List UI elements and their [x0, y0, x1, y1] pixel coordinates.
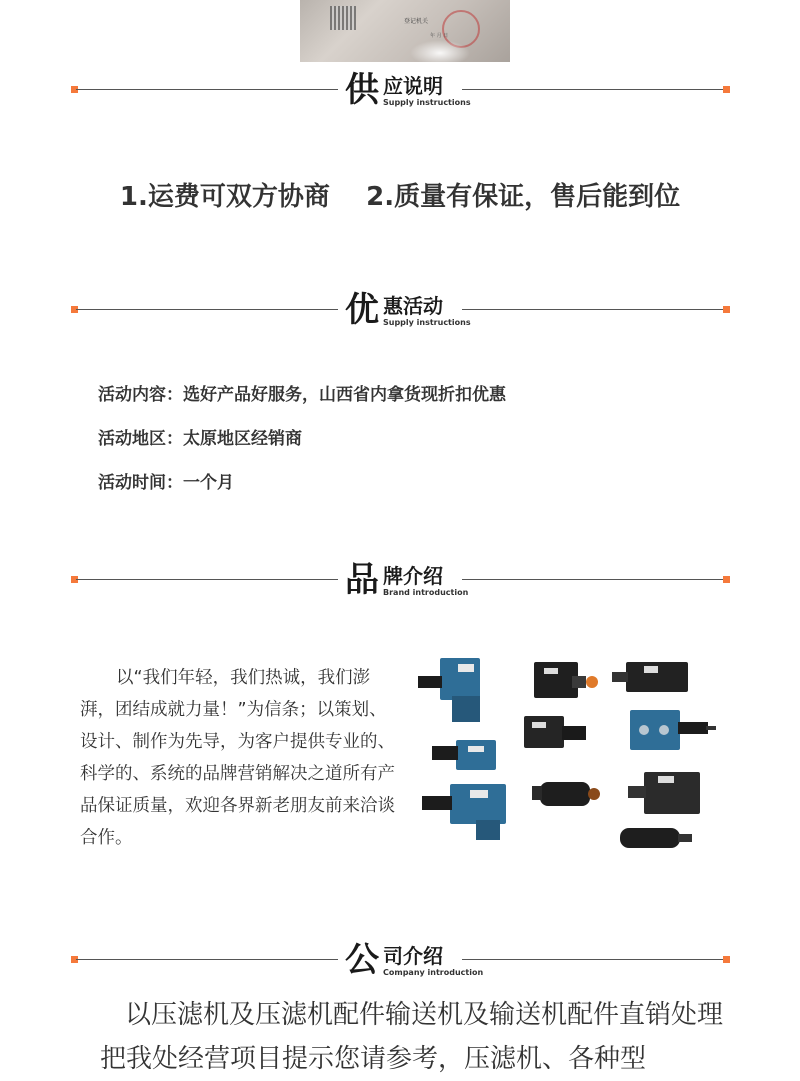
title-line-right [462, 579, 724, 580]
company-description: 以压滤机及压滤机配件输送机及输送机配件直销处理把我处经营项目提示您请参考，压滤机、各种型 [100, 1000, 724, 1074]
certificate-date: 年 月 日 [430, 33, 449, 39]
title-big-char: 品 [345, 560, 379, 600]
title-line-left [76, 579, 338, 580]
valve-image [620, 828, 692, 848]
valve-image [628, 772, 700, 814]
valve-image [612, 662, 688, 692]
valve-image [418, 658, 480, 722]
valve-image [532, 782, 600, 806]
title-text: 惠活动 [383, 294, 443, 318]
title-text: 牌介绍 [383, 564, 443, 588]
title-line-left [76, 959, 338, 960]
title-dot-right [723, 576, 730, 583]
promo-region: 活动地区：太原地区经销商 [98, 429, 302, 449]
certificate-image [300, 0, 510, 62]
section-title-company [0, 940, 800, 980]
title-line-right [462, 959, 724, 960]
certificate-label: 登记机关 [404, 18, 429, 25]
title-dot-right [723, 956, 730, 963]
title-english: Supply instructions [383, 318, 471, 327]
brand-description [80, 662, 400, 854]
qr-code [330, 6, 356, 30]
title-big-char: 供 [345, 70, 379, 110]
title-text: 应说明 [383, 74, 443, 98]
title-text: 司介绍 [383, 944, 443, 968]
title-line-right [462, 89, 724, 90]
light-glare [410, 40, 470, 62]
title-english: Brand introduction [383, 588, 469, 597]
section-title-promo [0, 290, 800, 330]
valve-image [524, 716, 586, 748]
valve-image [534, 662, 598, 698]
title-english: Supply instructions [383, 98, 471, 107]
title-line-left [76, 89, 338, 90]
title-dot-right [723, 86, 730, 93]
valve-image [630, 710, 716, 750]
title-big-char: 公 [345, 940, 379, 980]
section-title-brand [0, 560, 800, 600]
valve-image [422, 784, 506, 840]
hydraulic-valves-photo [412, 648, 730, 864]
promo-duration: 活动时间：一个月 [98, 473, 234, 493]
promo-content: 活动内容：选好产品好服务，山西省内拿货现折扣优惠 [98, 385, 506, 405]
title-dot-right [723, 306, 730, 313]
valve-image [432, 740, 496, 770]
title-line-left [76, 309, 338, 310]
supply-text: 1.运费可双方协商 2.质量有保证，售后能到位 [119, 182, 681, 212]
title-line-right [462, 309, 724, 310]
brand-description-text: 以“我们年轻，我们热诚，我们澎湃，团结成就力量！”为信条；以策划、设计、制作为先导，为客户提供专业的、科学的、系统的品牌营销解决之道所有产品保证质量，欢迎各界新老朋友前来洽谈合作。 [80, 668, 395, 848]
section-title-supply [0, 70, 800, 110]
title-english: Company introduction [383, 968, 484, 977]
title-big-char: 优 [345, 290, 379, 330]
